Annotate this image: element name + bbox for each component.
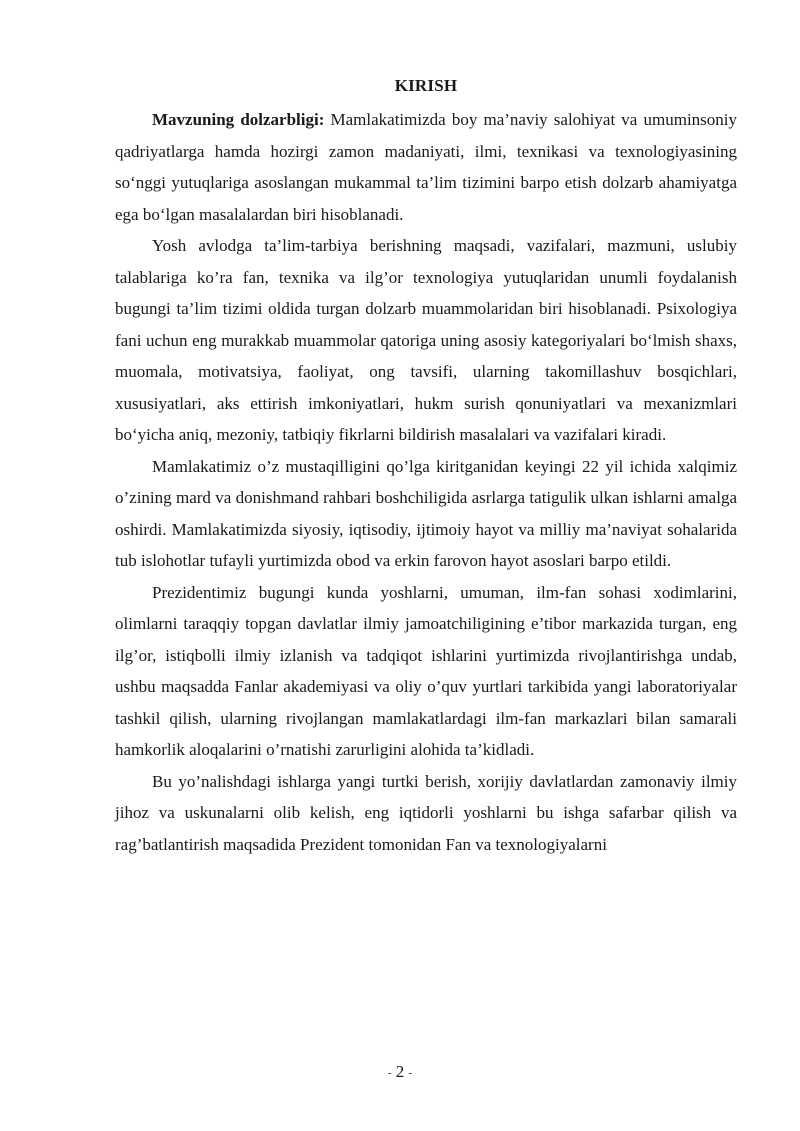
paragraph-independence: Mamlakatimiz o’z mustaqilligini qo’lga kiritganidan keyingi 22 yil ichida xalqimiz o’zining mard va donishmand rahbari boshchiligida asrlarga tatigulik ulkan ishlarni amalga oshirdi. Mamlakatimizda siyosiy, iqtisodiy, ijtimoiy hayot va milliy ma’naviyat sohalarida tub islohotlar tufayli yurtimizda obod va erkin farovon hayot asoslari barpo etildi. bbox=[115, 456, 737, 570]
paragraph-lead: Mavzuning dolzarbligi: bbox=[152, 110, 325, 129]
document-page bbox=[115, 74, 737, 860]
paragraph-education: Yosh avlodga ta’lim-tarbiya berishning maqsadi, vazifalari, mazmuni, uslubiy talablariga ko’ra fan, texnika va ilg’or texnologiya yutuqlaridan unumli foydalanish bugungi ta’lim tizimi oldida turgan dolzarb muammolaridan biri hisoblanadi. Psixologiya fani uchun eng murakkab muammolar qatoriga uning asosiy kategoriyalari bo‘lmish shaxs, muomala, motivatsiya, faoliyat, ong tavsifi, ularning takomillashuv bosqichlari, xususiyatlari, aks ettirish imkoniyatlari, hukm surish qonuniyatlari va mexanizmlari bo‘yicha aniq, mezoniy, tatbiqiy fikrlarni bildirish masalalari va vazifalari kiradi. bbox=[115, 236, 737, 444]
paragraph-relevance bbox=[115, 104, 737, 230]
page-number-value: 2 bbox=[395, 1062, 405, 1081]
page-number bbox=[0, 1062, 800, 1083]
paragraph-direction: Bu yo’nalishdagi ishlarga yangi turtki berish, xorijiy davlatlardan zamonaviy ilmiy jihoz va uskunalarni olib kelish, eng iqtidorli yoshlarni bu ishga safarbar qilish va rag’batlantirish maqsadida Prezident tomonidan Fan va texnologiyalarni bbox=[115, 771, 737, 854]
page-number-dash-right: - bbox=[408, 1067, 413, 1080]
section-title: KIRISH bbox=[394, 76, 458, 95]
page-number-dash-left: - bbox=[387, 1067, 392, 1080]
paragraph-text: Mamlakatimizda boy ma’naviy salohiyat va umuminsoniy qadriyatlarga hamda hozirgi zamon madaniyati, ilmi, texnikasi va texnologiyasining so‘nggi yutuqlariga asoslangan mukammal ta’lim tizimini barpo etish dolzarb ahamiyatga ega bo‘lgan masalalardan biri hisoblanadi. bbox=[115, 110, 738, 224]
paragraph-president: Prezidentimiz bugungi kunda yoshlarni, umuman, ilm-fan sohasi xodimlarini, olimlarni taraqqiy topgan davlatlar ilmiy jamoatchiligining e’tibor markazida turgan, eng ilg’or, istiqbolli ilmiy izlanish va tadqiqot ishlarini yurtimizda rivojlantirishga undab, ushbu maqsadda Fanlar akademiyasi va oliy o’quv yurtlari tarkibida yangi laboratoriyalar tashkil qilish, ularning rivojlangan mamlakatlardagi ilm-fan markazlari bilan samarali hamkorlik aloqalarini o’rnatishi zarurligini alohida ta’kidladi. bbox=[115, 582, 737, 759]
